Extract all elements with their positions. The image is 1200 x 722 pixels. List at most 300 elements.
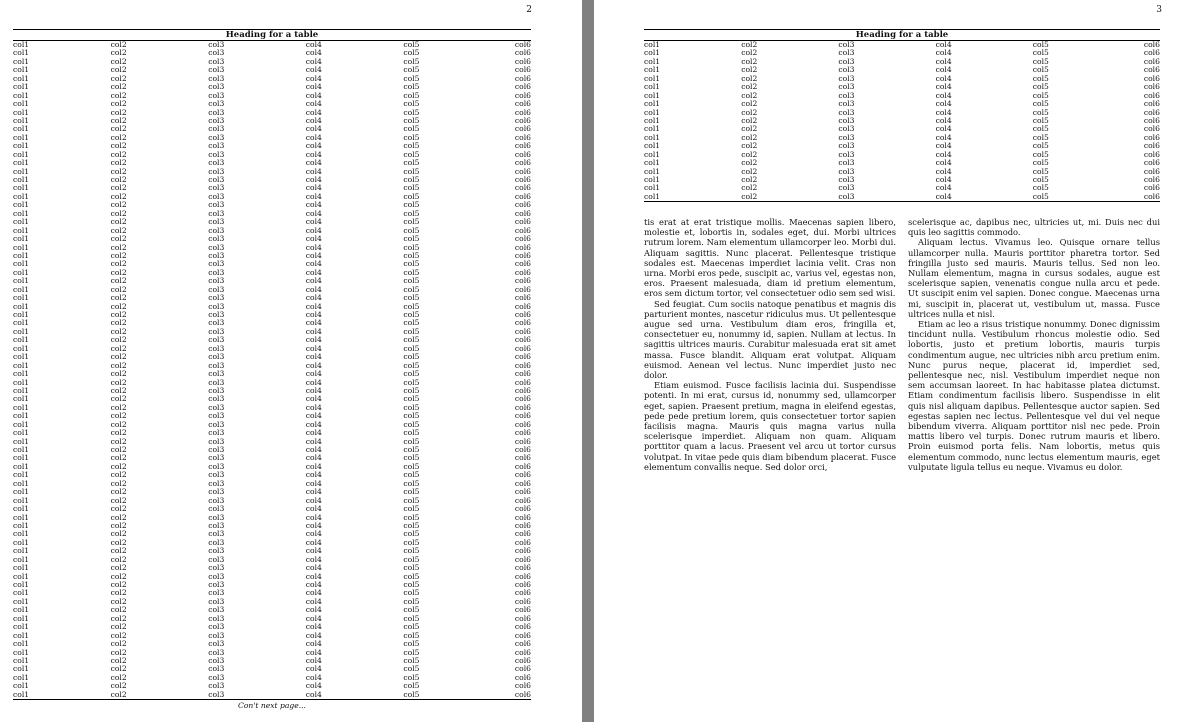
table-cell: col6	[514, 394, 531, 404]
table-cell: col1	[644, 158, 661, 168]
table-cell: col5	[403, 495, 420, 505]
table-row	[13, 41, 531, 49]
table-cell: col2	[110, 520, 127, 530]
table-cell: col3	[208, 613, 225, 623]
table-cell: col3	[208, 90, 225, 100]
table-row	[13, 201, 531, 209]
table-cell: col5	[1032, 40, 1049, 49]
table-cell: col6	[514, 402, 531, 412]
table-cell: col2	[110, 360, 127, 370]
table-cell: col6	[1143, 82, 1160, 92]
table-cell: col3	[208, 175, 225, 184]
table-cell: col1	[13, 520, 30, 530]
table-cell: col2	[110, 512, 127, 522]
table-cell: col2	[110, 208, 127, 218]
table-cell: col5	[403, 689, 420, 699]
table-cell: col3	[208, 40, 225, 49]
table-cell: col1	[13, 107, 30, 117]
table-row	[13, 319, 531, 327]
table-cell: col6	[514, 546, 531, 556]
table-row	[644, 58, 1160, 66]
table-cell: col2	[110, 183, 127, 193]
table-cell: col3	[208, 326, 225, 336]
table-row	[13, 505, 531, 513]
table-cell: col4	[305, 99, 322, 109]
table-cell: col6	[1143, 166, 1160, 176]
table-cell: col5	[403, 183, 420, 193]
table-cell: col4	[305, 225, 322, 235]
table-cell: col3	[208, 394, 225, 404]
table-cell: col5	[403, 200, 420, 210]
table-row	[13, 556, 531, 564]
table-cell: col4	[305, 343, 322, 353]
data-table	[13, 29, 531, 711]
table-cell: col2	[110, 141, 127, 151]
table-cell: col3	[208, 141, 225, 151]
table-cell: col4	[305, 149, 322, 159]
table-cell: col6	[514, 335, 531, 345]
table-cell: col3	[208, 259, 225, 269]
table-cell: col2	[110, 40, 127, 49]
table-heading: Heading for a table	[13, 29, 531, 41]
table-cell: col3	[838, 90, 855, 100]
table-cell: col3	[208, 411, 225, 421]
table-row	[13, 589, 531, 597]
table-cell: col4	[305, 90, 322, 100]
table-cell: col3	[208, 82, 225, 92]
table-cell: col2	[110, 453, 127, 463]
table-cell: col4	[935, 191, 952, 201]
table-row	[13, 58, 531, 66]
table-cell: col4	[935, 65, 952, 75]
table-cell: col2	[110, 267, 127, 277]
document-page-2	[0, 0, 582, 722]
table-cell: col3	[838, 115, 855, 125]
table-cell: col5	[403, 647, 420, 657]
table-cell: col2	[741, 48, 758, 58]
table-cell: col1	[13, 132, 30, 142]
table-cell: col1	[13, 563, 30, 573]
table-cell: col4	[305, 284, 322, 294]
table-cell: col5	[403, 65, 420, 75]
table-cell: col4	[305, 250, 322, 260]
table-cell: col6	[514, 385, 531, 395]
table-cell: col1	[13, 605, 30, 615]
table-cell: col3	[208, 563, 225, 573]
table-cell: col2	[741, 141, 758, 151]
table-cell: col6	[514, 681, 531, 691]
table-cell: col5	[403, 639, 420, 649]
table-cell: col3	[208, 217, 225, 227]
table-cell: col4	[305, 65, 322, 75]
table-cell: col5	[1032, 115, 1049, 125]
table-cell: col4	[935, 166, 952, 176]
table-row	[644, 125, 1160, 133]
table-cell: col3	[838, 132, 855, 142]
table-cell: col3	[208, 335, 225, 345]
table-cell: col1	[13, 166, 30, 176]
table-cell: col5	[403, 360, 420, 370]
table-row	[13, 227, 531, 235]
table-cell: col1	[13, 580, 30, 589]
table-cell: col2	[110, 48, 127, 58]
table-cell: col6	[514, 115, 531, 125]
table-cell: col5	[403, 107, 420, 117]
table-row	[13, 665, 531, 673]
table-cell: col4	[305, 639, 322, 649]
table-cell: col6	[514, 537, 531, 547]
table-cell: col1	[644, 73, 661, 83]
table-cell: col5	[403, 605, 420, 615]
table-cell: col2	[741, 158, 758, 168]
table-cell: col2	[110, 588, 127, 598]
table-row	[644, 83, 1160, 91]
table-cell: col5	[403, 369, 420, 379]
table-cell: col3	[208, 588, 225, 598]
table-cell: col1	[13, 191, 30, 201]
table-cell: col3	[208, 419, 225, 429]
table-cell: col4	[305, 48, 322, 58]
table-cell: col3	[208, 225, 225, 235]
table-row	[13, 244, 531, 252]
table-cell: col4	[935, 175, 952, 184]
table-cell: col3	[838, 124, 855, 134]
table-cell: col2	[741, 124, 758, 134]
table-cell: col1	[13, 664, 30, 674]
table-cell: col3	[208, 56, 225, 66]
table-row	[13, 429, 531, 437]
table-cell: col4	[305, 200, 322, 210]
paragraph: Etiam ac leo a risus tristique nonummy. Donec dignissim tincidunt nulla. Vestibulum rhoncus molestie odio. Sed lobortis, justo et pretium lobortis, mauris turpis condimentum augue, nec ultricies nibh arcu pretium enim. Nunc purus neque, placerat id, imperdiet sed, pellentesque nec, nisl. Vestibulum imperdiet neque non sem accumsan laoreet. In hac habitasse platea dictumst. Etiam condimentum facilisis libero. Suspendisse in elit quis nisl aliquam dapibus. Pellentesque auctor sapien. Sed egestas sapien nec lectus. Pellentesque vel dui vel neque bibendum viverra. Aliquam porttitor nisl nec pede. Proin mattis libero vel turpis. Donec rutrum mauris et libero. Proin euismod porta felis. Nam lobortis, metus quis elementum commodo, nunc lectus elementum mauris, eget vulputate ligula tellus eu neque. Vivamus eu dolor.	[908, 319, 1160, 472]
table-cell: col6	[514, 647, 531, 657]
table-cell: col2	[110, 65, 127, 75]
table-cell: col5	[403, 343, 420, 353]
table-cell: col5	[403, 580, 420, 589]
table-cell: col1	[13, 310, 30, 319]
data-table	[644, 29, 1160, 202]
table-cell: col6	[1143, 40, 1160, 49]
table-cell: col2	[110, 394, 127, 404]
table-cell: col6	[514, 132, 531, 142]
table-cell: col4	[305, 82, 322, 92]
table-row	[644, 184, 1160, 192]
table-cell: col3	[838, 107, 855, 117]
table-cell: col1	[644, 90, 661, 100]
table-cell: col2	[741, 65, 758, 75]
table-cell: col3	[208, 301, 225, 311]
table-cell: col1	[13, 428, 30, 438]
table-cell: col1	[13, 537, 30, 547]
table-cell: col4	[305, 546, 322, 556]
table-cell: col3	[208, 48, 225, 58]
table-cell: col6	[514, 82, 531, 92]
table-cell: col2	[110, 284, 127, 294]
table-cell: col5	[403, 259, 420, 269]
table-cell: col6	[514, 301, 531, 311]
table-cell: col6	[514, 580, 531, 589]
table-cell: col4	[305, 453, 322, 463]
table-cell: col1	[644, 191, 661, 201]
table-cell: col2	[110, 90, 127, 100]
table-cell: col1	[644, 65, 661, 75]
table-cell: col5	[403, 56, 420, 66]
table-cell: col5	[403, 672, 420, 682]
table-row	[13, 573, 531, 581]
table-row	[13, 598, 531, 606]
table-cell: col6	[514, 470, 531, 480]
table-cell: col5	[403, 571, 420, 581]
table-cell: col6	[1143, 132, 1160, 142]
table-cell: col5	[403, 48, 420, 58]
table-cell: col4	[305, 411, 322, 421]
table-cell: col3	[208, 158, 225, 168]
table-row	[13, 218, 531, 226]
table-cell: col2	[110, 158, 127, 168]
table-cell: col6	[514, 672, 531, 682]
table-row	[13, 168, 531, 176]
table-cell: col5	[403, 132, 420, 142]
table-row	[13, 395, 531, 403]
table-cell: col5	[403, 588, 420, 598]
table-cell: col5	[403, 537, 420, 547]
table-cell: col1	[13, 470, 30, 480]
table-cell: col4	[935, 48, 952, 58]
table-cell: col2	[110, 276, 127, 286]
table-cell: col2	[741, 132, 758, 142]
table-cell: col4	[935, 132, 952, 142]
table-cell: col5	[1032, 90, 1049, 100]
table-cell: col3	[208, 65, 225, 75]
table-cell: col3	[208, 208, 225, 218]
table-cell: col4	[305, 537, 322, 547]
continuation-note: Con't next page...	[238, 701, 306, 711]
table-cell: col2	[110, 681, 127, 691]
table-cell: col4	[305, 605, 322, 615]
table-cell: col1	[13, 689, 30, 699]
table-cell: col5	[403, 622, 420, 632]
table-cell: col2	[110, 647, 127, 657]
table-cell: col1	[13, 436, 30, 446]
table-cell: col1	[13, 571, 30, 581]
table-row	[13, 530, 531, 538]
table-cell: col2	[741, 73, 758, 83]
table-cell: col1	[644, 82, 661, 92]
table-cell: col5	[1032, 48, 1049, 58]
table-row	[644, 109, 1160, 117]
table-cell: col6	[514, 124, 531, 134]
table-row	[644, 142, 1160, 150]
table-cell: col1	[13, 672, 30, 682]
table-cell: col6	[514, 419, 531, 429]
table-cell: col1	[13, 377, 30, 387]
table-cell: col1	[644, 124, 661, 134]
table-cell: col5	[403, 73, 420, 83]
table-cell: col2	[110, 369, 127, 379]
table-cell: col1	[13, 158, 30, 168]
table-cell: col5	[403, 293, 420, 303]
table-cell: col1	[13, 478, 30, 488]
table-cell: col2	[110, 191, 127, 201]
table-cell: col4	[935, 40, 952, 49]
table-cell: col4	[305, 588, 322, 598]
table-cell: col4	[305, 419, 322, 429]
table-row	[13, 311, 531, 319]
table-row	[13, 269, 531, 277]
table-cell: col2	[110, 639, 127, 649]
table-cell: col4	[305, 301, 322, 311]
table-cell: col5	[403, 394, 420, 404]
table-cell: col2	[110, 335, 127, 345]
table-cell: col5	[1032, 149, 1049, 159]
table-cell: col6	[514, 689, 531, 699]
table-cell: col4	[305, 56, 322, 66]
table-cell: col1	[13, 267, 30, 277]
table-row	[644, 134, 1160, 142]
table-row	[13, 657, 531, 665]
table-cell: col1	[13, 385, 30, 395]
text-column-left	[644, 217, 896, 472]
table-cell: col1	[13, 681, 30, 691]
table-cell: col5	[403, 250, 420, 260]
table-row	[13, 387, 531, 395]
page-number: 3	[1156, 5, 1162, 15]
table-cell: col5	[403, 436, 420, 446]
table-cell: col6	[514, 478, 531, 488]
table-row	[644, 159, 1160, 167]
table-cell: col6	[1143, 115, 1160, 125]
table-cell: col6	[514, 571, 531, 581]
table-row	[13, 66, 531, 74]
table-row	[13, 581, 531, 589]
table-row	[13, 606, 531, 614]
table-cell: col5	[403, 520, 420, 530]
table-cell: col1	[13, 487, 30, 497]
table-cell: col6	[514, 613, 531, 623]
table-cell: col3	[208, 639, 225, 649]
table-cell: col2	[110, 385, 127, 395]
table-cell: col2	[110, 495, 127, 505]
table-row	[13, 75, 531, 83]
table-row	[13, 446, 531, 454]
table-cell: col1	[13, 276, 30, 286]
table-cell: col2	[110, 107, 127, 117]
table-cell: col3	[208, 580, 225, 589]
table-row	[13, 640, 531, 648]
table-cell: col3	[208, 267, 225, 277]
table-cell: col6	[514, 655, 531, 665]
table-cell: col6	[514, 352, 531, 362]
table-row	[644, 168, 1160, 176]
table-cell: col2	[110, 613, 127, 623]
table-cell: col5	[403, 529, 420, 539]
table-cell: col4	[305, 554, 322, 564]
table-row	[13, 100, 531, 108]
table-cell: col5	[403, 596, 420, 606]
table-cell: col5	[403, 613, 420, 623]
table-cell: col5	[403, 82, 420, 92]
table-cell: col3	[208, 436, 225, 446]
table-cell: col5	[403, 175, 420, 184]
table-cell: col4	[305, 352, 322, 362]
table-cell: col4	[305, 141, 322, 151]
table-cell: col1	[13, 352, 30, 362]
table-cell: col6	[514, 453, 531, 463]
table-cell: col1	[13, 326, 30, 336]
table-cell: col5	[403, 453, 420, 463]
table-cell: col3	[208, 73, 225, 83]
table-row	[13, 184, 531, 192]
table-cell: col5	[1032, 124, 1049, 134]
table-cell: col5	[403, 335, 420, 345]
table-cell: col2	[110, 250, 127, 260]
table-cell: col1	[13, 318, 30, 328]
table-row	[13, 176, 531, 184]
table-cell: col6	[514, 293, 531, 303]
table-cell: col2	[110, 225, 127, 235]
table-cell: col3	[208, 546, 225, 556]
table-cell: col3	[208, 478, 225, 488]
table-cell: col1	[13, 208, 30, 218]
table-cell: col1	[13, 48, 30, 58]
table-cell: col3	[838, 65, 855, 75]
table-cell: col3	[208, 115, 225, 125]
table-cell: col6	[514, 326, 531, 336]
table-cell: col1	[644, 99, 661, 109]
table-cell: col2	[110, 605, 127, 615]
table-row	[13, 362, 531, 370]
table-cell: col3	[208, 512, 225, 522]
table-cell: col1	[644, 183, 661, 193]
table-cell: col5	[1032, 166, 1049, 176]
table-cell: col5	[403, 284, 420, 294]
table-cell: col3	[208, 99, 225, 109]
table-cell: col6	[1143, 124, 1160, 134]
table-cell: col3	[208, 250, 225, 260]
table-cell: col1	[13, 242, 30, 252]
table-cell: col4	[305, 132, 322, 142]
table-row	[13, 134, 531, 142]
table-cell: col1	[13, 99, 30, 109]
table-cell: col2	[110, 343, 127, 353]
table-cell: col4	[305, 115, 322, 125]
table-cell: col1	[13, 259, 30, 269]
table-cell: col2	[110, 596, 127, 606]
table-row	[13, 674, 531, 682]
table-cell: col6	[514, 605, 531, 615]
table-cell: col4	[305, 158, 322, 168]
table-cell: col6	[514, 360, 531, 370]
table-cell: col6	[514, 436, 531, 446]
table-row	[13, 615, 531, 623]
table-cell: col1	[13, 504, 30, 514]
table-cell: col5	[403, 141, 420, 151]
table-cell: col6	[514, 639, 531, 649]
table-cell: col5	[403, 90, 420, 100]
table-cell: col6	[1143, 56, 1160, 66]
table-cell: col3	[208, 149, 225, 159]
table-row	[13, 328, 531, 336]
table-cell: col2	[110, 301, 127, 311]
table-cell: col4	[305, 487, 322, 497]
table-row	[13, 379, 531, 387]
table-cell: col5	[403, 99, 420, 109]
table-row	[13, 159, 531, 167]
table-cell: col2	[110, 242, 127, 252]
table-cell: col1	[13, 411, 30, 421]
table-cell: col5	[403, 149, 420, 159]
table-cell: col2	[110, 318, 127, 328]
table-cell: col2	[110, 166, 127, 176]
